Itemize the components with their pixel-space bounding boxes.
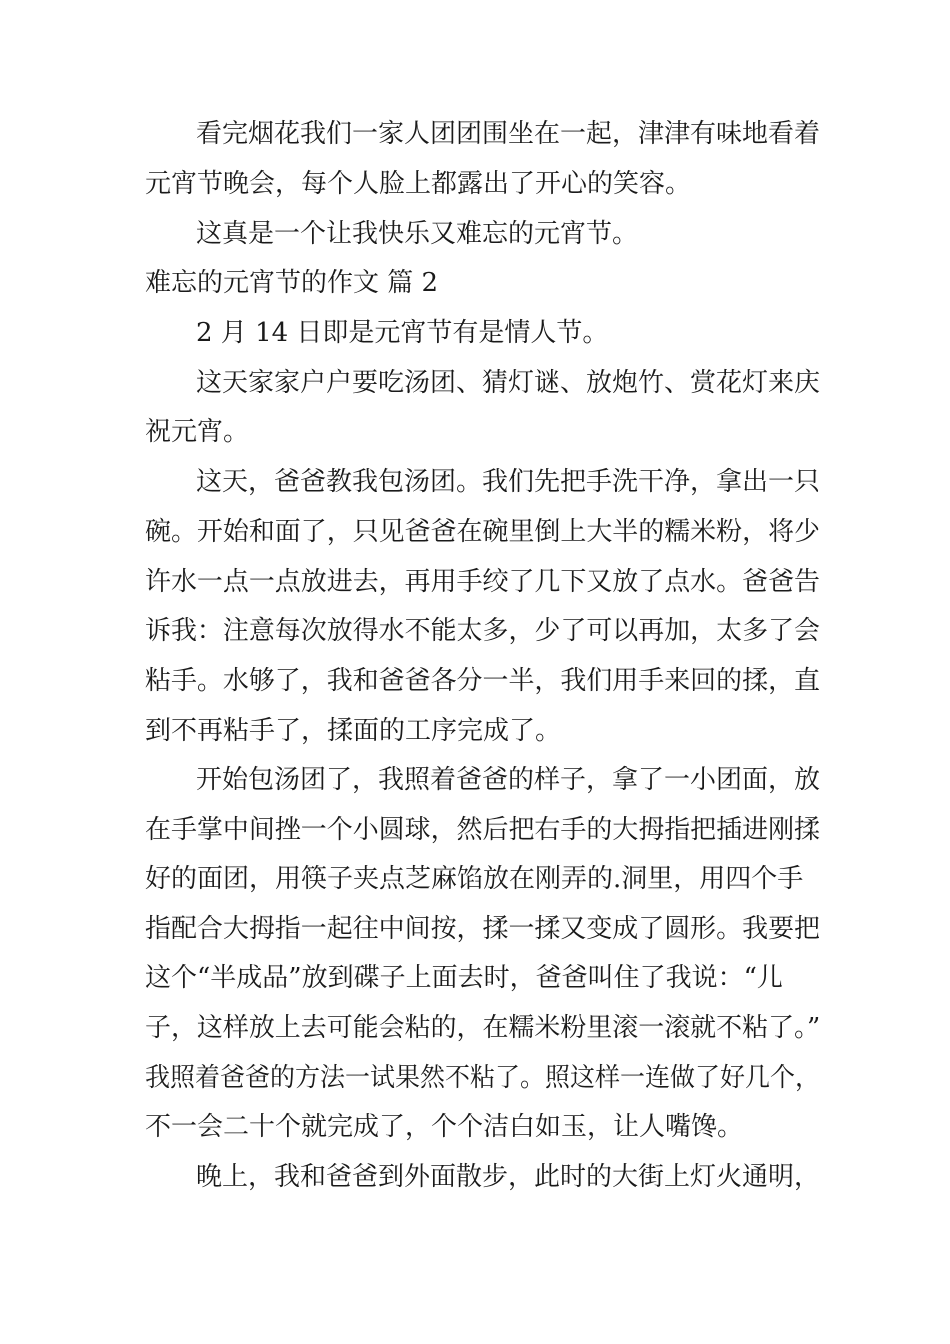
paragraph-line: 粘手。水够了，我和爸爸各分一半，我们用手来回的揉，直 xyxy=(145,666,821,696)
paragraph-line: 这天家家户户要吃汤团、猜灯谜、放炮竹、赏花灯来庆 xyxy=(196,368,821,398)
paragraph-line: 元宵节晚会，每个人脸上都露出了开心的笑容。 xyxy=(145,169,692,199)
section-heading: 难忘的元宵节的作文 篇 2 xyxy=(145,268,439,298)
paragraph-line: 这个“半成品”放到碟子上面去时，爸爸叫住了我说：“儿 xyxy=(145,963,783,993)
paragraph-line: 指配合大拇指一起往中间按，揉一揉又变成了圆形。我要把 xyxy=(145,914,821,944)
paragraph-line: 晚上，我和爸爸到外面散步，此时的大街上灯火通明， xyxy=(196,1162,821,1192)
paragraph-line: 不一会二十个就完成了，个个洁白如玉，让人嘴馋。 xyxy=(145,1112,744,1142)
paragraph-line: 诉我：注意每次放得水不能太多，少了可以再加，太多了会 xyxy=(145,616,821,646)
paragraph-line: 祝元宵。 xyxy=(145,417,250,447)
paragraph-line: 好的面团，用筷子夹点芝麻馅放在刚弄的.洞里，用四个手 xyxy=(145,864,804,894)
paragraph-line: 许水一点一点放进去，再用手绞了几下又放了点水。爸爸告 xyxy=(145,567,821,597)
paragraph-line: 碗。开始和面了，只见爸爸在碗里倒上大半的糯米粉，将少 xyxy=(145,517,821,547)
paragraph-line: 开始包汤团了，我照着爸爸的样子，拿了一小团面，放 xyxy=(196,765,821,795)
paragraph-line: 子，这样放上去可能会粘的，在糯米粉里滚一滚就不粘了。” xyxy=(145,1013,821,1043)
paragraph-line: 这天，爸爸教我包汤团。我们先把手洗干净，拿出一只 xyxy=(196,467,821,497)
paragraph-line: 到不再粘手了，揉面的工序完成了。 xyxy=(145,716,562,746)
paragraph-line: 在手掌中间挫一个小圆球，然后把右手的大拇指把插进刚揉 xyxy=(145,815,821,845)
paragraph-line: 我照着爸爸的方法一试果然不粘了。照这样一连做了好几个， xyxy=(145,1063,820,1093)
paragraph-line: 2 月 14 日即是元宵节有是情人节。 xyxy=(196,318,609,348)
paragraph-line: 看完烟花我们一家人团团围坐在一起，津津有味地看着 xyxy=(196,119,821,149)
paragraph-line: 这真是一个让我快乐又难忘的元宵节。 xyxy=(196,219,639,249)
